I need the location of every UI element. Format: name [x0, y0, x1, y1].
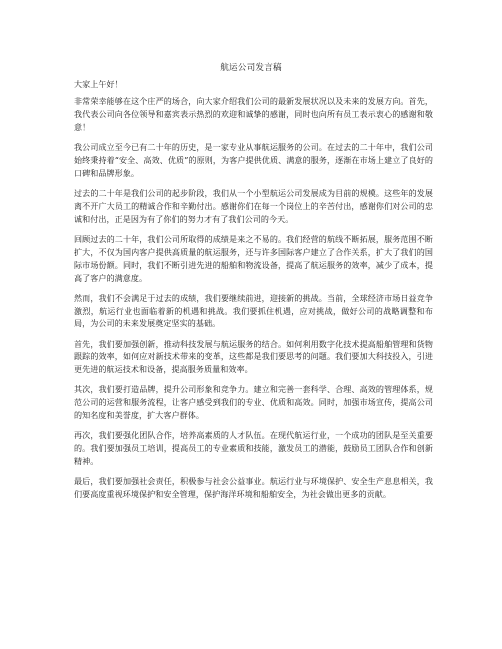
history-paragraph: 我公司成立至今已有二十年的历史，是一家专业从事航运服务的公司。在过去的二十年中，我们公司始终秉持着“安全、高效、优质”的原则，为客户提供优质、满意的服务，逐渐在市场上建立了良好的口碑和品牌形象。: [74, 143, 433, 178]
page-title: 航运公司发言稿: [220, 63, 282, 73]
greeting-paragraph: 大家上午好！: [74, 80, 123, 89]
brand-paragraph: 其次，我们要打造品牌，提升公司形象和竞争力。建立和完善一套科学、合理、高效的管理体系，规范公司的运营和服务流程，让客户感受到我们的专业、优质和高效。同时，加强市场宣传，提高公司的知名度和美誉度，扩大客户群体。: [74, 385, 433, 421]
growth-paragraph: 过去的二十年是我们公司的起步阶段，我们从一个小型航运公司发展成为目前的规模。这些年的发展离不开广大员工的精诚合作和辛勤付出。感谢你们在每一个岗位上的辛苦付出，感谢你们对公司的忠诚和付出，正是因为有了你们的努力才有了我们公司的今天。: [74, 188, 433, 224]
achievements-paragraph: 回顾过去的二十年，我们公司所取得的成绩是来之不易的。我们经营的航线不断拓展，服务范围不断扩大，不仅为国内客户提供高质量的航运服务，还与许多国际客户建立了合作关系，扩大了我们的国际市场份额。同时，我们不断引进先进的船舶和物流设备，提高了航运服务的效率，减少了成本，提高了客户的满意度。: [74, 234, 433, 283]
challenges-paragraph: 然而，我们不会满足于过去的成绩，我们要继续前进，迎接新的挑战。当前，全球经济市场日益竞争激烈，航运行业也面临着新的机遇和挑战。我们要抓住机遇，应对挑战，做好公司的战略调整和布局，为公司的未来发展奠定坚实的基础。: [74, 293, 433, 329]
innovation-paragraph: 首先，我们要加强创新，推动科技发展与航运服务的结合。如何利用数字化技术提高船舶管理和货物跟踪的效率，如何应对新技术带来的变革，这些都是我们要思考的问题。我们要加大科技投入，引进更先进的航运技术和设备，提高服务质量和效率。: [74, 339, 433, 375]
intro-paragraph: 非常荣幸能够在这个庄严的场合，向大家介绍我们公司的最新发展状况以及未来的发展方向。首先，我代表公司向各位领导和嘉宾表示热烈的欢迎和诚挚的感谢，同时也向所有员工表示衷心的感谢和敬意！: [74, 97, 433, 132]
responsibility-paragraph: 最后，我们要加强社会责任，积极参与社会公益事业。航运行业与环境保护、安全生产息息相关，我们要高度重视环境保护和安全管理，保护海洋环境和船舶安全，为社会做出更多的贡献。: [74, 477, 433, 500]
speech-body: [74, 79, 433, 509]
teamwork-paragraph: 再次，我们要强化团队合作，培养高素质的人才队伍。在现代航运行业，一个成功的团队是至关重要的。我们要加强员工培训，提高员工的专业素质和技能，激发员工的潜能，鼓励员工团队合作和创新精神。: [74, 431, 433, 467]
